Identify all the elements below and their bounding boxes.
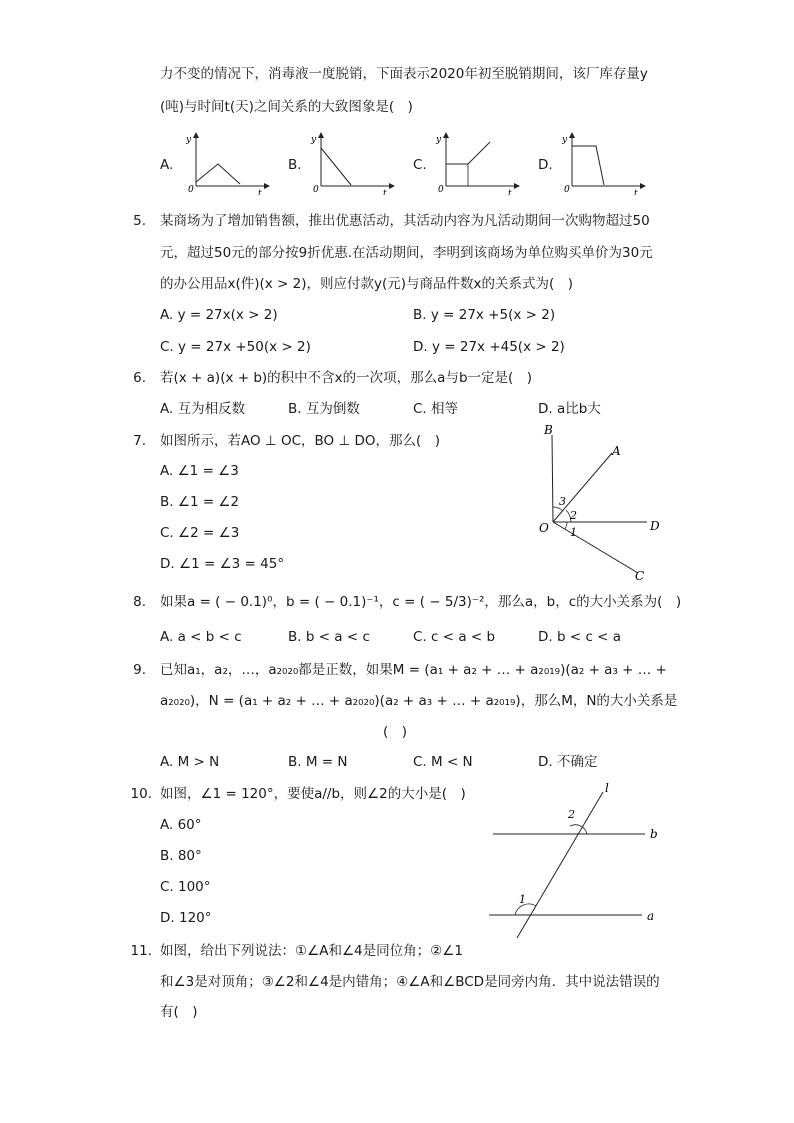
q6-line1: 若(x + a)(x + b)的积中不含x的一次项，那么a与b一定是( ) xyxy=(160,370,533,386)
q10-label-b: b xyxy=(650,827,658,841)
q7-angle-figure xyxy=(530,415,670,585)
q11-line3: 有( ) xyxy=(160,1004,198,1020)
q7-line1: 如图所示，若AO ⊥ OC，BO ⊥ DO，那么( ) xyxy=(160,433,441,449)
q4-option-b: B. xyxy=(288,157,302,173)
q4-option-a: A. xyxy=(160,157,174,173)
q8-number: 8. xyxy=(133,594,146,610)
q6-option-a: A. 互为相反数 xyxy=(160,401,246,417)
q6-number: 6. xyxy=(133,370,146,386)
q9-option-c: C. M < N xyxy=(413,754,473,770)
q7-option-d: D. ∠1 = ∠3 = 45° xyxy=(160,556,285,572)
q10-label-a: a xyxy=(647,909,655,923)
q8-option-a: A. a < b < c xyxy=(160,629,242,645)
q5-line2: 元，超过50元的部分按9折优惠.在活动期间，李明到该商场为单位购买单价为30元 xyxy=(160,245,653,261)
q9-line2: a₂₀₂₀)，N = (a₁ + a₂ + … + a₂₀₂₀)(a₂ + a₃ + … + a₂₀₁₉)，那么M，N的大小关系是 xyxy=(160,693,678,709)
q7-option-a: A. ∠1 = ∠3 xyxy=(160,463,239,479)
q4c-t-label: t xyxy=(508,189,512,195)
q7-label-d: D xyxy=(650,519,660,533)
q9-number: 9. xyxy=(133,662,146,678)
q10-angle-1: 1 xyxy=(519,893,526,906)
q5-number: 5. xyxy=(133,213,146,229)
q8-option-c: C. c < a < b xyxy=(413,629,496,645)
q10-angle-2: 2 xyxy=(568,808,575,821)
q5-line3: 的办公用品x(件)(x > 2)，则应付款y(元)与商品件数x的关系式为( ) xyxy=(160,276,574,292)
q10-parallel-lines-figure xyxy=(485,778,665,943)
q4-graph-b xyxy=(305,130,395,195)
q9-option-d: D. 不确定 xyxy=(538,754,598,770)
q10-option-a: A. 60° xyxy=(160,817,202,833)
q6-option-d: D. a比b大 xyxy=(538,401,601,417)
q11-number: 11. xyxy=(130,943,152,959)
q5-line1: 某商场为了增加销售额，推出优惠活动，其活动内容为凡活动期间一次购物超过50 xyxy=(160,213,650,229)
q5-option-d: D. y = 27x +45(x > 2) xyxy=(413,339,565,355)
q6-option-c: C. 相等 xyxy=(413,401,459,417)
q4-graph-c xyxy=(430,130,520,195)
q4d-t-label: t xyxy=(634,189,638,195)
q10-option-b: B. 80° xyxy=(160,848,202,864)
q9-line3: ( ) xyxy=(383,724,408,740)
q4-line1: 力不变的情况下，消毒液一度脱销，下面表示2020年初至脱销期间，该厂库存量y xyxy=(160,66,648,82)
q4d-y-label: y xyxy=(562,135,568,145)
q9-option-b: B. M = N xyxy=(288,754,348,770)
q7-label-b: B xyxy=(544,423,553,437)
q4b-t-label: t xyxy=(383,189,387,195)
q4a-origin-label: 0 xyxy=(188,185,194,195)
q9-line1: 已知a₁，a₂，…，a₂₀₂₀都是正数，如果M = (a₁ + a₂ + … + a₂₀₁₉)(a₂ + a₃ + … + xyxy=(160,662,667,678)
q4d-origin-label: 0 xyxy=(564,185,570,195)
q11-line1: 如图，给出下列说法：①∠A和∠4是同位角；②∠1 xyxy=(160,943,463,959)
q11-line2: 和∠3是对顶角；③∠2和∠4是内错角；④∠A和∠BCD是同旁内角．其中说法错误的 xyxy=(160,974,660,990)
q4a-y-label: y xyxy=(186,135,192,145)
q7-angle-1: 1 xyxy=(570,526,577,539)
q7-label-a: A xyxy=(612,444,621,458)
q4b-origin-label: 0 xyxy=(313,185,319,195)
q8-line1: 如果a = ( − 0.1)⁰，b = ( − 0.1)⁻¹，c = ( − 5/3)⁻²，那么a，b，c的大小关系为( ) xyxy=(160,594,682,610)
q10-option-c: C. 100° xyxy=(160,879,211,895)
q10-option-d: D. 120° xyxy=(160,910,212,926)
q7-number: 7. xyxy=(133,433,146,449)
q4-line2: (吨)与时间t(天)之间关系的大致图象是( ) xyxy=(160,99,413,115)
q8-option-d: D. b < c < a xyxy=(538,629,622,645)
q6-option-b: B. 互为倒数 xyxy=(288,401,360,417)
q10-label-l: l xyxy=(605,781,609,795)
q7-option-b: B. ∠1 = ∠2 xyxy=(160,494,240,510)
q4-graph-d xyxy=(556,130,646,195)
q5-option-c: C. y = 27x +50(x > 2) xyxy=(160,339,311,355)
q4c-y-label: y xyxy=(436,135,442,145)
q10-number: 10. xyxy=(130,786,152,802)
q4a-t-label: t xyxy=(258,189,262,195)
q9-option-a: A. M > N xyxy=(160,754,220,770)
q7-angle-3: 3 xyxy=(559,495,566,508)
q4-option-c: C. xyxy=(413,157,427,173)
q4-graph-a xyxy=(180,130,270,195)
q5-option-b: B. y = 27x +5(x > 2) xyxy=(413,307,556,323)
q4b-y-label: y xyxy=(311,135,317,145)
q7-angle-2: 2 xyxy=(570,509,577,522)
q8-option-b: B. b < a < c xyxy=(288,629,370,645)
q5-option-a: A. y = 27x(x > 2) xyxy=(160,307,278,323)
q7-option-c: C. ∠2 = ∠3 xyxy=(160,525,240,541)
q7-label-o: O xyxy=(539,521,549,535)
q10-line1: 如图，∠1 = 120°，要使a//b，则∠2的大小是( ) xyxy=(160,786,466,802)
q4-option-d: D. xyxy=(538,157,553,173)
q7-label-c: C xyxy=(635,569,645,583)
q4c-origin-label: 0 xyxy=(438,185,444,195)
